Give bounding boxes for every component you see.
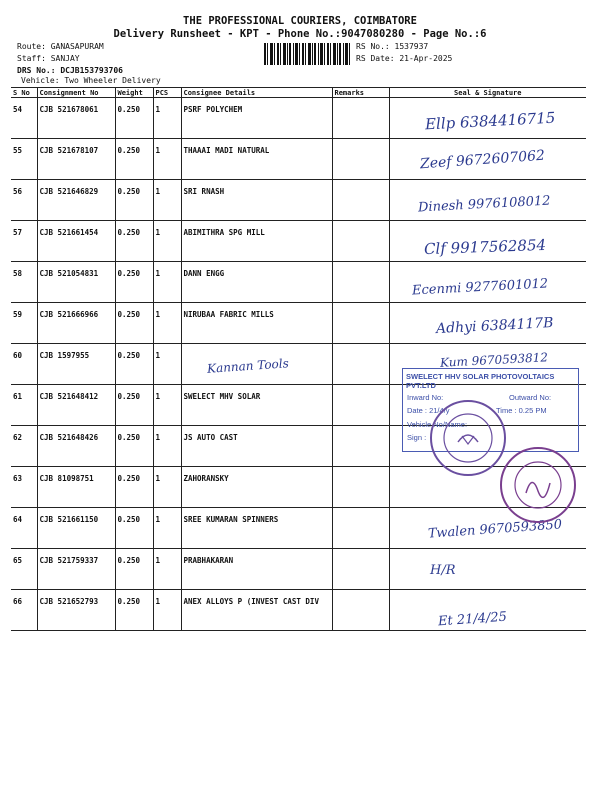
row-weight: 0.250 (115, 426, 153, 467)
row-weight: 0.250 (115, 385, 153, 426)
vehicle-label: Vehicle: Two Wheeler Delivery (21, 76, 161, 85)
row-sno: 57 (11, 221, 37, 262)
row-pcs: 1 (153, 549, 181, 590)
row-consignment: CJB 1597955 (37, 344, 115, 385)
row-pcs: 1 (153, 180, 181, 221)
row-seal-signature (389, 549, 586, 590)
row-consignment: CJB 521666966 (37, 303, 115, 344)
drs-label: DRS No.: DCJB153793706 (17, 66, 123, 75)
row-consignee: PSRF POLYCHEM (181, 98, 332, 139)
row-sno: 64 (11, 508, 37, 549)
col-consignee: Consignee Details (181, 88, 332, 98)
row-remarks (332, 508, 389, 549)
route-label: Route: GANASAPURAM (17, 42, 104, 51)
row-consignee: SRI RNASH (181, 180, 332, 221)
signature-row-57: Clf 9917562854 (423, 235, 547, 259)
rs-date-label: RS Date: 21-Apr-2025 (356, 54, 453, 63)
row-remarks (332, 98, 389, 139)
table-header-row (11, 88, 586, 98)
handwritten-name-row-60: Kannan Tools (206, 356, 290, 376)
row-consignment: CJB 81098751 (37, 467, 115, 508)
row-sno: 63 (11, 467, 37, 508)
row-weight: 0.250 (115, 508, 153, 549)
col-consignment: Consignment No (37, 88, 115, 98)
signature-row-60: Kum 9670593812 (439, 350, 549, 370)
stamp-date: Date : 21/4/y (407, 406, 450, 415)
row-remarks (332, 262, 389, 303)
row-sno: 60 (11, 344, 37, 385)
row-consignee: SWELECT MHV SOLAR (181, 385, 332, 426)
row-pcs: 1 (153, 303, 181, 344)
row-sno: 54 (11, 98, 37, 139)
row-weight: 0.250 (115, 262, 153, 303)
company-title: THE PROFESSIONAL COURIERS, COIMBATORE (183, 15, 417, 27)
row-remarks (332, 139, 389, 180)
row-weight: 0.250 (115, 139, 153, 180)
row-remarks (332, 426, 389, 467)
row-remarks (332, 180, 389, 221)
col-sno: S No (11, 88, 37, 98)
row-sno: 61 (11, 385, 37, 426)
signature-row-59: Adhyi 6384117B (435, 314, 554, 338)
row-consignment: CJB 521678107 (37, 139, 115, 180)
row-weight: 0.250 (115, 303, 153, 344)
signature-row-54: Ellp 6384416715 (424, 108, 556, 134)
row-remarks (332, 385, 389, 426)
row-consignment: CJB 521661454 (37, 221, 115, 262)
row-consignee: NIRUBAA FABRIC MILLS (181, 303, 332, 344)
row-sno: 55 (11, 139, 37, 180)
receiving-stamp (402, 368, 579, 452)
col-remarks: Remarks (332, 88, 389, 98)
col-seal-signature: Seal & Signature (389, 88, 586, 98)
row-consignee: SREE KUMARAN SPINNERS (181, 508, 332, 549)
row-pcs: 1 (153, 262, 181, 303)
row-sno: 65 (11, 549, 37, 590)
row-remarks (332, 549, 389, 590)
row-consignment: CJB 521648426 (37, 426, 115, 467)
rs-no-label: RS No.: 1537937 (356, 42, 429, 51)
stamp-vehicle: Vehicle No/Name: (407, 420, 468, 429)
row-remarks (332, 590, 389, 631)
row-weight: 0.250 (115, 549, 153, 590)
row-pcs: 1 (153, 590, 181, 631)
row-weight: 0.250 (115, 344, 153, 385)
row-pcs: 1 (153, 385, 181, 426)
signature-row-56: Dinesh 9976108012 (417, 193, 551, 216)
barcode-icon (264, 43, 350, 65)
row-consignment: CJB 521678061 (37, 98, 115, 139)
row-remarks (332, 467, 389, 508)
row-consignee: THAAAI MADI NATURAL (181, 139, 332, 180)
row-sno: 59 (11, 303, 37, 344)
stamp-outward: Outward No: (509, 393, 552, 402)
row-pcs: 1 (153, 139, 181, 180)
row-weight: 0.250 (115, 180, 153, 221)
row-consignment: CJB 521054831 (37, 262, 115, 303)
signature-row-58: Ecenmi 9277601012 (411, 276, 549, 299)
row-consignment: CJB 521652793 (37, 590, 115, 631)
signature-row-65: H/R (430, 563, 456, 578)
row-remarks (332, 303, 389, 344)
row-pcs: 1 (153, 508, 181, 549)
signature-row-64: Twalen 9670593850 (427, 517, 563, 542)
row-consignee: ABIMITHRA SPG MILL (181, 221, 332, 262)
row-pcs: 1 (153, 98, 181, 139)
row-consignee: ANEX ALLOYS P (INVEST CAST DIV (181, 590, 332, 631)
row-weight: 0.250 (115, 590, 153, 631)
runsheet-subtitle: Delivery Runsheet - KPT - Phone No.:9047080280 - Page No.:6 (113, 28, 487, 40)
row-sno: 56 (11, 180, 37, 221)
row-consignee: PRABHAKARAN (181, 549, 332, 590)
stamp-inward: Inward No: (407, 393, 444, 402)
stamp-time: Time : 0.25 PM (496, 406, 547, 415)
row-weight: 0.250 (115, 467, 153, 508)
stamp-company: SWELECT HHV SOLAR PHOTOVOLTAICS PVT.LTD (406, 372, 555, 390)
table-row (11, 467, 586, 508)
row-consignment: CJB 521759337 (37, 549, 115, 590)
row-remarks (332, 221, 389, 262)
row-consignment: CJB 521661150 (37, 508, 115, 549)
row-weight: 0.250 (115, 221, 153, 262)
row-sno: 66 (11, 590, 37, 631)
col-pcs: PCS (153, 88, 181, 98)
row-consignment: CJB 521646829 (37, 180, 115, 221)
stamp-sign: Sign : (407, 433, 427, 442)
row-remarks (332, 344, 389, 385)
row-pcs: 1 (153, 426, 181, 467)
table-row (11, 549, 586, 590)
col-weight: Weight (115, 88, 153, 98)
staff-label: Staff: SANJAY (17, 54, 80, 63)
row-pcs: 1 (153, 221, 181, 262)
row-weight: 0.250 (115, 98, 153, 139)
row-sno: 62 (11, 426, 37, 467)
row-sno: 58 (11, 262, 37, 303)
row-consignee: JS AUTO CAST (181, 426, 332, 467)
row-consignment: CJB 521648412 (37, 385, 115, 426)
row-pcs: 1 (153, 344, 181, 385)
row-consignee: DANN ENGG (181, 262, 332, 303)
signature-row-66: Et 21/4/25 (437, 609, 508, 630)
signature-row-55: Zeef 9672607062 (419, 147, 546, 173)
row-consignee: ZAHORANSKY (181, 467, 332, 508)
row-seal-signature (389, 467, 586, 508)
row-pcs: 1 (153, 467, 181, 508)
